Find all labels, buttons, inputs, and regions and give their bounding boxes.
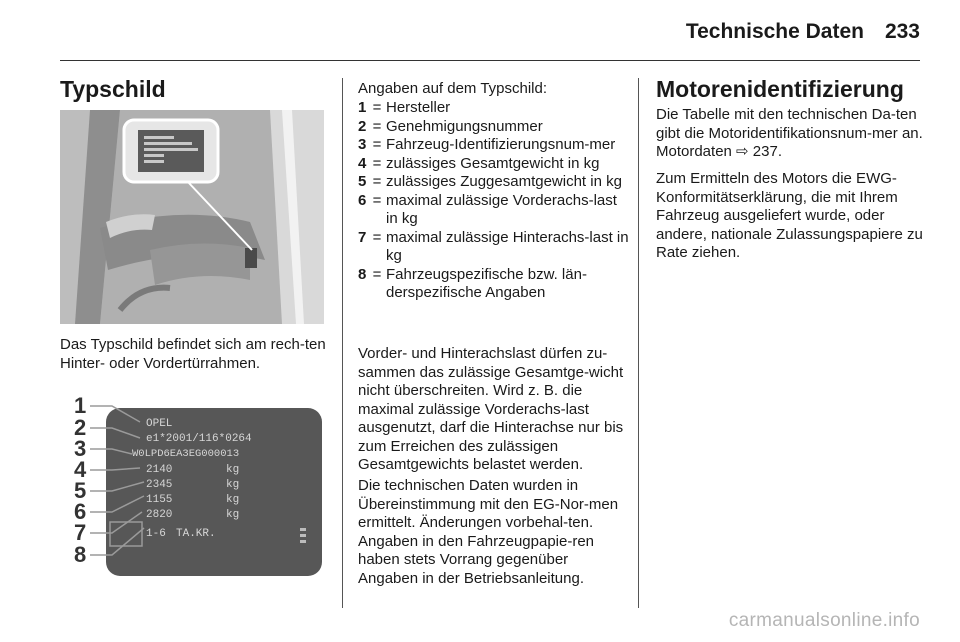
plate-unit: kg [226, 509, 240, 521]
page-number: 233 [884, 20, 920, 43]
legend-text: maximal zulässige Hinterachs-last in kg [386, 228, 629, 264]
legend-text: zulässiges Zuggesamtgewicht in kg [386, 173, 622, 190]
door-frame-photo [60, 110, 324, 324]
plate-train-weight: 2345 [146, 479, 173, 491]
column-divider [638, 78, 639, 608]
legend-text: Fahrzeugspezifische bzw. län-derspezifische Angaben [386, 265, 587, 301]
typschild-location-text: Das Typschild befindet sich am rech-ten Hinter- oder Vordertürrahmen. [60, 336, 326, 372]
header-title: Technische Daten [685, 20, 864, 43]
legend-item [358, 155, 630, 174]
plate-vin: W0LPD6EA3EG000013 [132, 448, 240, 460]
legend-equals: = [372, 154, 382, 172]
engine-id-text: Die Tabelle mit den technischen Da-ten gibt die Motoridentifikationsnum-mer an. Motordaten [656, 106, 923, 160]
legend-equals: = [372, 99, 382, 116]
callout-1: 1 [74, 393, 87, 418]
legend-item [358, 229, 630, 266]
legend-equals: = [372, 136, 382, 153]
legend-item [358, 173, 630, 192]
callout-4: 4 [74, 457, 87, 482]
page-reference-icon: ⇨ [736, 143, 749, 160]
section-heading-motorenidentifizierung: Motorenidentifizierung [656, 76, 904, 102]
page-reference-link[interactable]: 237. [748, 143, 782, 160]
plate-unit: kg [226, 464, 240, 476]
watermark: carmanualsonline.info [728, 610, 920, 631]
plate-rear-axle: 2820 [146, 509, 173, 521]
type-plate-figure [60, 392, 326, 588]
type-plate-illustration [60, 392, 326, 588]
callout-5: 5 [74, 478, 87, 503]
legend-number: 5 [358, 173, 367, 190]
header-rule [60, 60, 920, 61]
legend-equals: = [372, 117, 382, 135]
axle-load-paragraph: Vorder- und Hinterachslast dürfen zu-sammen das zulässige Gesamtge-wicht nicht überschreiten. Wird z. B. die maximal zulässige Vorderachs-last ausgenutzt, darf die Hinterachse nur bis zum Erreichen des zulässigen Gesamtgewichts belastet werden. [358, 345, 624, 473]
engine-id-paragraph [656, 106, 926, 162]
legend-number: 7 [358, 228, 367, 246]
callout-8: 8 [74, 542, 87, 567]
legend-text: zulässiges Gesamtgewicht in kg [386, 154, 600, 172]
door-frame-illustration [60, 110, 324, 324]
plate-legend-list [358, 99, 630, 303]
legend-intro: Angaben auf dem Typschild: [358, 80, 548, 97]
legend-text: Genehmigungsnummer [386, 117, 543, 135]
legend-number: 6 [358, 191, 367, 209]
engine-determination-paragraph: Zum Ermitteln des Motors die EWG-Konformitätserklärung, die mit Ihrem Fahrzeug ausgeliefert wurde, oder andere, nationale Zulassungspapiere zu Rate ziehen. [656, 170, 923, 261]
legend-equals: = [372, 265, 382, 283]
legend-equals: = [372, 228, 382, 246]
plate-manufacturer: OPEL [146, 418, 173, 430]
callout-2: 2 [74, 415, 87, 440]
legend-equals: = [372, 173, 382, 190]
plate-specific-2: TA.KR. [176, 528, 216, 540]
legend-item [358, 99, 630, 118]
plate-approval-number: e1*2001/116*0264 [146, 433, 252, 445]
legend-text: Fahrzeug-Identifizierungsnum-mer [386, 136, 616, 153]
legend-number: 8 [358, 265, 367, 283]
legend-text: maximal zulässige Vorderachs-last in kg [386, 191, 617, 227]
plate-specific-1: 1-6 [146, 528, 166, 540]
technical-data-paragraph: Die technischen Daten wurden in Übereinstimmung mit den EG-Nor-men ermittelt. Änderungen vorbehal-ten. Angaben in den Fahrzeugpapie-ren haben stets Vorrang gegenüber Angaben in der Betriebsanleitung. [358, 477, 619, 587]
legend-equals: = [372, 191, 382, 209]
legend-number: 3 [358, 136, 367, 153]
section-heading-typschild: Typschild [60, 76, 166, 102]
legend-number: 2 [358, 117, 367, 135]
legend-number: 4 [358, 154, 367, 172]
plate-unit: kg [226, 494, 240, 506]
plate-unit: kg [226, 479, 240, 491]
legend-item [358, 118, 630, 137]
callout-6: 6 [74, 499, 87, 524]
plate-gross-weight: 2140 [146, 464, 173, 476]
column-divider [342, 78, 343, 608]
legend-item [358, 192, 630, 229]
plate-front-axle: 1155 [146, 494, 173, 506]
legend-item [358, 136, 630, 155]
legend-number: 1 [358, 99, 367, 116]
callout-3: 3 [74, 436, 87, 461]
legend-item [358, 266, 630, 303]
legend-text: Hersteller [386, 99, 451, 116]
callout-7: 7 [74, 520, 87, 545]
